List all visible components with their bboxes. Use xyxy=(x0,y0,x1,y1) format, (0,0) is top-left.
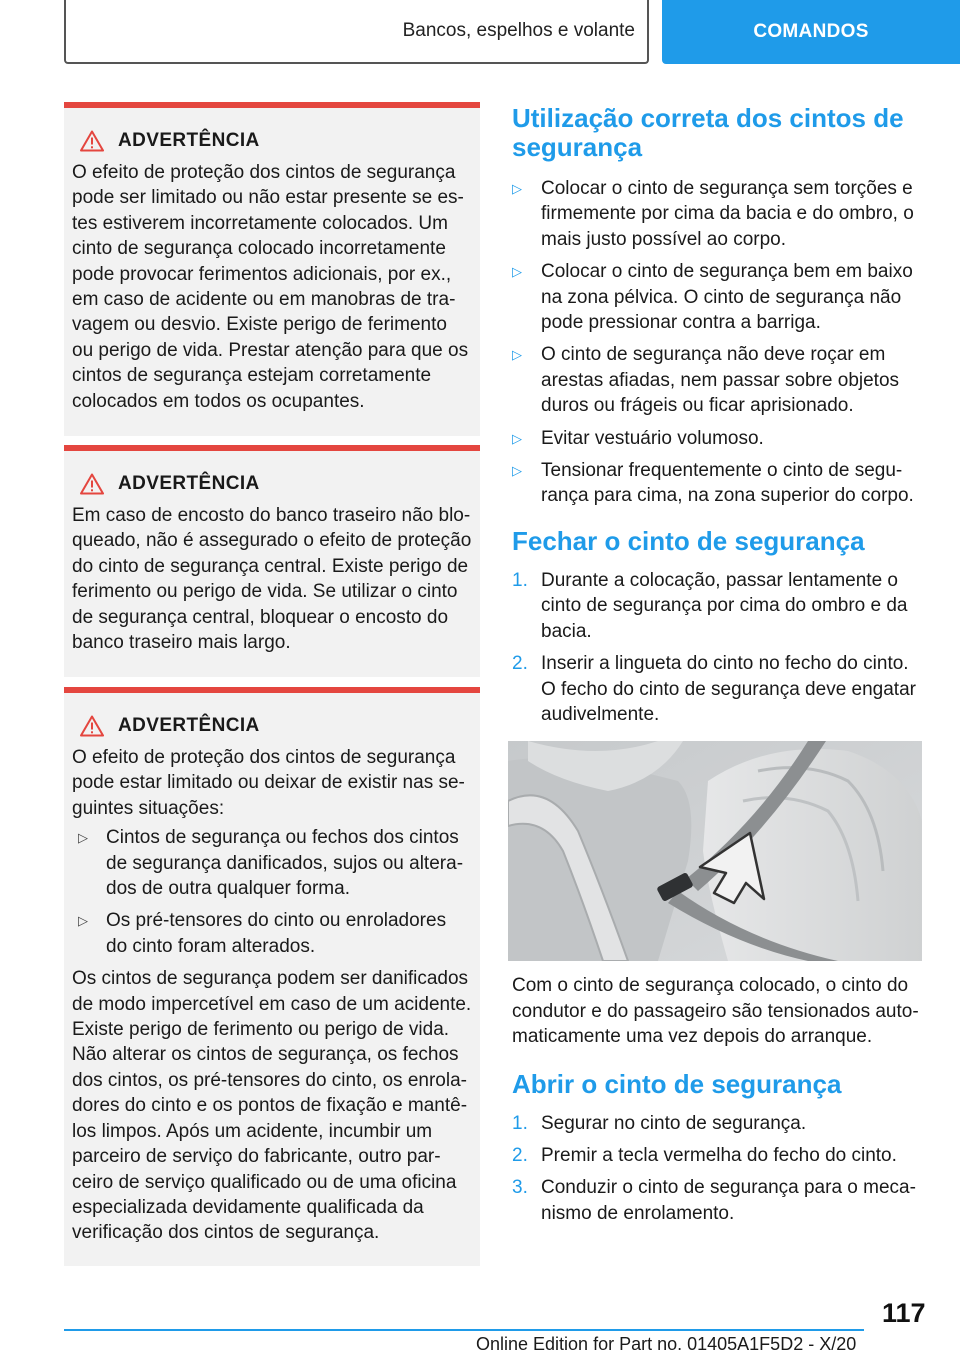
triangle-bullet-icon: ▷ xyxy=(78,830,88,846)
triangle-bullet-icon: ▷ xyxy=(512,347,522,363)
warning-triangle-icon xyxy=(80,130,104,152)
warning-heading xyxy=(80,715,472,737)
warning-title: ADVERTÊNCIA xyxy=(118,715,260,736)
correct-use-list xyxy=(512,176,924,509)
warning-title: ADVERTÊNCIA xyxy=(118,130,260,151)
chapter-header-title: COMANDOS xyxy=(753,21,869,42)
warning-outro: Os cintos de segurança podem ser danificados de modo impercetível em caso de um acidente. Existe perigo de ferimento ou perigo de vida. Não alterar os cintos de segurança, os fechos dos cintos, os pré-tensores do cinto, os enroladores do cinto e os pontos de fixação e mantê-los limpos. Após um acidente, incumbir um parceiro de serviço do fabricante, outro parceiro de serviço qualificado ou de uma oficina especializada devidamente qualificada da verificação dos cintos de segurança. xyxy=(72,968,472,1244)
chapter-header xyxy=(662,0,960,64)
open-steps xyxy=(512,1111,924,1227)
triangle-bullet-icon: ▷ xyxy=(512,181,522,196)
footer-divider xyxy=(64,1329,864,1331)
footer-edition: Online Edition for Part no. 01405A1F5D2 - X/20 xyxy=(476,1334,857,1354)
step-item: 3. Conduzir o cinto de segurança para o mecanismo de enrolamento. xyxy=(512,1177,916,1224)
step-item: 2. Premir a tecla vermelha do fecho do cinto. xyxy=(512,1144,897,1166)
list-item: ▷ O cinto de segurança não deve roçar em arestas afiadas, nem passar sobre objetos duros ou frágeis ou ficar aprisionado. xyxy=(512,344,900,417)
list-item: ▷ Evitar vestuário volumoso. xyxy=(512,426,924,451)
seatbelt-illustration-svg xyxy=(508,741,922,961)
step-item: 2. Inserir a lingueta do cinto no fecho do cinto. O fecho do cinto de segurança deve engatar audivelmente. xyxy=(512,653,916,725)
heading-correct-use: Utilização correta dos cintos de segurança xyxy=(512,103,904,162)
warning-triangle-icon xyxy=(80,715,104,737)
triangle-bullet-icon: ▷ xyxy=(78,913,88,929)
warning-text: O efeito de proteção dos cintos de segurança pode ser limitado ou não estar presente se estes estiverem incorretamente colocados. Um cinto de segurança colocado incorretamente pode provocar ferimentos adicionais, por ex., em caso de acidente ou em manobras de travagem ou desvio. Existe perigo de ferimento ou perigo de vida. Prestar atenção para que os cintos de segurança estejam corretamente colocados em todos os ocupantes. xyxy=(72,162,469,412)
warning-triangle-icon xyxy=(80,473,104,495)
heading-open: Abrir o cinto de segurança xyxy=(512,1068,842,1099)
warning-intro: O efeito de proteção dos cintos de segurança pode estar limitado ou deixar de existir nas seguintes situações: xyxy=(72,747,465,819)
fasten-steps xyxy=(512,568,924,727)
list-item: ▷ Colocar o cinto de segurança bem em baixo na zona pélvica. O cinto de segurança não pode pressionar contra a barriga. xyxy=(512,261,913,334)
warning-heading xyxy=(80,130,472,152)
section-header xyxy=(64,0,649,64)
list-item: ▷ Cintos de segurança ou fechos dos cintos de segurança danificados, sujos ou alterados de outra qualquer forma. xyxy=(78,827,464,900)
triangle-bullet-icon: ▷ xyxy=(512,264,522,280)
heading-fasten: Fechar o cinto de segurança xyxy=(512,525,865,556)
triangle-bullet-icon: ▷ xyxy=(512,430,522,446)
warning-title: ADVERTÊNCIA xyxy=(118,473,260,494)
list-item: ▷ Colocar o cinto de segurança sem torções e firmemente por cima da bacia e do ombro, o mais justo possível ao corpo. xyxy=(512,178,914,250)
list-item: ▷ Os pré-tensores do cinto ou enroladores do cinto foram alterados. xyxy=(78,910,447,957)
right-column xyxy=(512,104,924,1233)
fasten-note: Com o cinto de segurança colocado, o cinto do condutor e do passageiro são tensionados automaticamente uma vez depois do arranque. xyxy=(512,975,919,1048)
warning-box-1 xyxy=(64,102,480,436)
step-item: 1. Durante a colocação, passar lentamente o cinto de segurança por cima do ombro e da bacia. xyxy=(512,569,908,642)
warning-text: Em caso de encosto do banco traseiro não bloqueado, não é assegurado o efeito de proteção do cinto de segurança central. Existe perigo de ferimento ou perigo de vida. Se utilizar o cinto de segurança central, bloquear o encosto do banco traseiro mais largo. xyxy=(72,505,472,654)
section-header-title: Bancos, espelhos e volante xyxy=(402,20,635,41)
warning-heading xyxy=(80,473,472,495)
list-item: ▷ Tensionar frequentemente o cinto de segurança para cima, na zona superior do corpo. xyxy=(512,460,914,507)
warning-box-2 xyxy=(64,445,480,677)
triangle-bullet-icon: ▷ xyxy=(512,463,522,479)
step-item: 1. Segurar no cinto de segurança. xyxy=(512,1112,807,1134)
warning-bullet-list xyxy=(72,825,472,959)
warning-box-3 xyxy=(64,687,480,1266)
seatbelt-buckle-illustration xyxy=(508,741,922,961)
page-number: 117 xyxy=(882,1298,926,1328)
